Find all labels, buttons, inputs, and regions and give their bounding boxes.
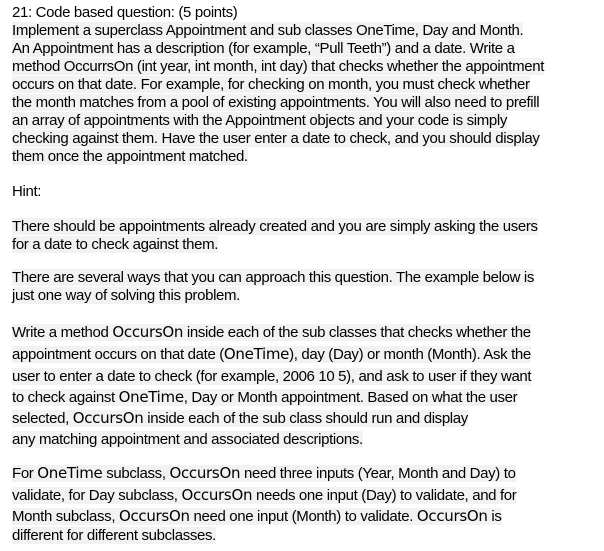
keyword-occurs-on: OccursOn — [112, 323, 184, 341]
text-segment: Month subclass, — [12, 508, 119, 525]
keyword-occurs-on: OccursOn — [416, 507, 488, 525]
hint-paragraph-line: There should be appointments already created and you are simply asking the users — [12, 218, 538, 235]
keyword-occurs-on: OccursOn — [72, 409, 144, 427]
method-paragraph-line — [12, 324, 531, 341]
question-header: 21: Code based question: (5 points) — [12, 4, 238, 21]
text-segment: inside each of the sub classes that checks whether the — [183, 324, 531, 341]
subclass-paragraph-line — [12, 487, 516, 504]
hint-paragraph-line: There are several ways that you can approach this question. The example below is — [12, 269, 535, 286]
method-paragraph-line — [12, 346, 531, 363]
question-line: Implement a superclass Appointment and sub classes OneTime, Day and Month. — [12, 22, 524, 39]
hint-paragraph-line: for a date to check against them. — [12, 236, 219, 253]
text-segment: subclass, — [102, 465, 170, 482]
question-line: an array of appointments with the Appointment objects and your code is simply — [12, 112, 508, 129]
keyword-occurs-on: OccursOn — [169, 464, 241, 482]
keyword-one-time: OneTime — [37, 464, 103, 482]
question-line: occurs on that date. For example, for checking on month, you must check whether — [12, 76, 530, 93]
question-line: checking against them. Have the user enter a date to check, and you should display — [12, 130, 540, 147]
question-line: the month matches from a pool of existing appointments. You will also need to prefill — [12, 94, 540, 111]
question-line: them once the appointment matched. — [12, 148, 248, 165]
subclass-paragraph-line — [12, 465, 516, 482]
method-paragraph-line: user to enter a date to check (for example, 2006 10 5), and ask to user if they want — [12, 368, 532, 385]
keyword-occurs-on: OccursOn — [181, 486, 253, 504]
text-segment: is — [487, 508, 502, 525]
text-segment: inside each of the sub class should run and display — [143, 410, 468, 427]
question-line: method OccurrsOn (int year, int month, int day) that checks whether the appointment — [12, 58, 545, 75]
question-line: An Appointment has a description (for example, “Pull Teeth”) and a date. Write a — [12, 40, 515, 57]
text-segment: validate, for Day subclass, — [12, 487, 182, 504]
text-segment: For — [12, 465, 38, 482]
subclass-paragraph-line — [12, 508, 502, 525]
text-segment: need three inputs (Year, Month and Day) to — [240, 465, 516, 482]
method-paragraph-line — [12, 389, 517, 406]
subclass-paragraph-line: different for different subclasses. — [12, 527, 216, 544]
text-segment: appointment occurs on that date ( — [12, 346, 224, 363]
text-segment: selected, — [12, 410, 73, 427]
text-segment: ), day (Day) or month (Month). Ask the — [289, 346, 531, 363]
text-segment: Write a method — [12, 324, 113, 341]
keyword-one-time: OneTime — [118, 388, 184, 406]
text-segment: needs one input (Day) to validate, and for — [252, 487, 517, 504]
keyword-one-time: OneTime — [223, 345, 290, 363]
keyword-occurs-on: OccursOn — [118, 507, 190, 525]
method-paragraph-line — [12, 410, 468, 427]
text-segment: to check against — [12, 389, 119, 406]
text-segment: need one input (Month) to validate. — [189, 508, 417, 525]
hint-paragraph-line: just one way of solving this problem. — [12, 287, 241, 304]
text-segment: , Day or Month appointment. Based on what the user — [183, 389, 518, 406]
method-paragraph-line: any matching appointment and associated descriptions. — [12, 431, 363, 448]
hint-label: Hint: — [12, 183, 42, 200]
